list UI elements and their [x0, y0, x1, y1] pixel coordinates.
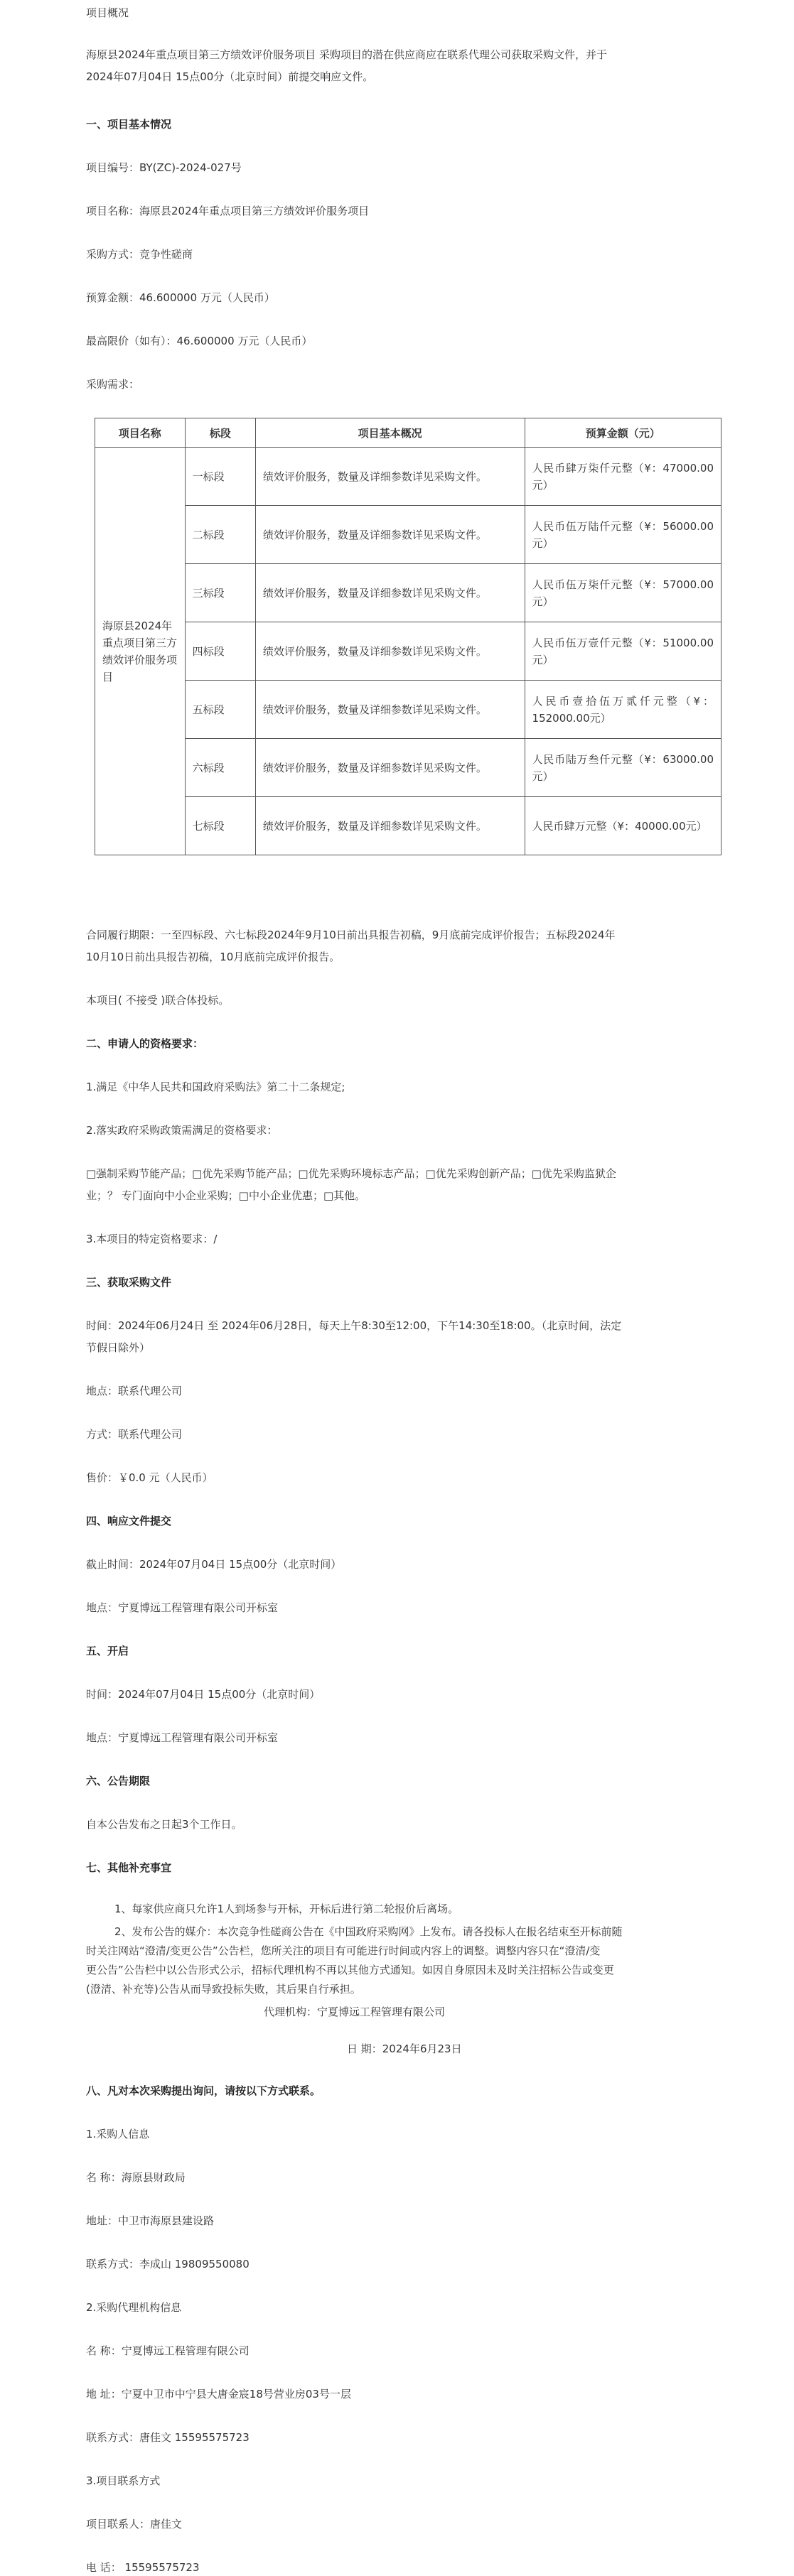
buyer-contact: 联系方式：李成山 19809550080: [86, 2258, 250, 2271]
signature-date: 日 期：2024年6月23日: [347, 2042, 462, 2055]
section-4-heading: 四、响应文件提交: [86, 1515, 172, 1527]
section-2-heading: 二、申请人的资格要求：: [86, 1037, 204, 1050]
max-price: 最高限价（如有）：46.600000 万元（人民币）: [86, 335, 313, 347]
overview-line-1: 海原县2024年重点项目第三方绩效评价服务项目 采购项目的潜在供应商应在联系代理公司获取采购文件，并于: [86, 48, 607, 61]
cell-description: 绩效评价服务，数量及详细参数详见采购文件。: [255, 739, 525, 797]
project-name: 项目名称：海原县2024年重点项目第三方绩效评价服务项目: [86, 205, 370, 217]
agency-name: 名 称：宁夏博远工程管理有限公司: [86, 2344, 250, 2357]
table-header-row: [95, 418, 721, 448]
section-7-heading: 七、其他补充事宜: [86, 1861, 172, 1874]
cell-lot: 五标段: [185, 681, 255, 739]
acquire-time-line-1: 时间：2024年06月24日 至 2024年06月28日，每天上午8:30至12:00，下午14:30至18:00。（北京时间，法定: [86, 1319, 622, 1332]
requirements-label: 采购需求：: [86, 378, 140, 391]
section-5-heading: 五、开启: [86, 1645, 129, 1657]
project-contact-title: 3.项目联系方式: [86, 2474, 161, 2487]
notice-period: 自本公告发布之日起3个工作日。: [86, 1818, 242, 1831]
contract-period-line-1: 合同履行期限：一至四标段、六七标段2024年9月10日前出具报告初稿，9月底前完成评价报告；五标段2024年: [86, 929, 616, 941]
overview-title: 项目概况: [86, 6, 129, 19]
cell-amount: 人民币伍万柒仟元整（¥：57000.00元）: [525, 564, 721, 622]
cell-description: 绩效评价服务，数量及详细参数详见采购文件。: [255, 622, 525, 681]
cell-lot: 六标段: [185, 739, 255, 797]
acquire-method: 方式：联系代理公司: [86, 1428, 183, 1441]
table-row: [95, 739, 721, 797]
buyer-info-title: 1.采购人信息: [86, 2128, 150, 2141]
opening-time: 时间：2024年07月04日 15点00分（北京时间）: [86, 1688, 321, 1701]
contract-period-line-2: 10月10日前出具报告初稿，10月底前完成评价报告。: [86, 951, 340, 963]
policy-options-line-1: □强制采购节能产品；□优先采购节能产品；□优先采购环境标志产品；□优先采购创新产品；□优先采购监狱企: [86, 1167, 616, 1180]
header-budget: 预算金额（元）: [525, 418, 721, 448]
agency-signature: 代理机构：宁夏博远工程管理有限公司: [264, 2006, 446, 2018]
requirements-table: [95, 418, 721, 855]
acquire-place: 地点：联系代理公司: [86, 1385, 183, 1397]
cell-amount: 人民币肆万柒仟元整（¥：47000.00元）: [525, 448, 721, 506]
supplement-item-2-line-1: 2、发布公告的媒介：本次竞争性磋商公告在《中国政府采购网》上发布。请各投标人在报名结束至开标前随: [114, 1925, 623, 1938]
acquire-price: 售价：￥0.0 元（人民币）: [86, 1471, 213, 1484]
agency-contact: 联系方式：唐佳文 15595575723: [86, 2431, 250, 2444]
overview-line-2: 2024年07月04日 15点00分（北京时间）前提交响应文件。: [86, 70, 374, 83]
cell-description: 绩效评价服务，数量及详细参数详见采购文件。: [255, 448, 525, 506]
section-1-heading: 一、项目基本情况: [86, 118, 172, 131]
cell-project-name: 海原县2024年重点项目第三方绩效评价服务项目: [95, 448, 186, 855]
qualification-item-3: 3.本项目的特定资格要求：/: [86, 1233, 218, 1245]
supplement-item-1: 1、每家供应商只允许1人到场参与开标，开标后进行第二轮报价后离场。: [114, 1903, 459, 1915]
cell-description: 绩效评价服务，数量及详细参数详见采购文件。: [255, 564, 525, 622]
cell-lot: 三标段: [185, 564, 255, 622]
supplement-item-2-line-3: 更公告”公告栏中以公告形式公示，招标代理机构不再以其他方式通知。如因自身原因未及时关注招标公告或变更: [86, 1964, 614, 1976]
header-project-name: 项目名称: [95, 418, 186, 448]
table-row: [95, 681, 721, 739]
cell-description: 绩效评价服务，数量及详细参数详见采购文件。: [255, 797, 525, 855]
project-contact-person: 项目联系人：唐佳文: [86, 2518, 183, 2531]
cell-description: 绩效评价服务，数量及详细参数详见采购文件。: [255, 681, 525, 739]
header-lot: 标段: [185, 418, 255, 448]
table-row: [95, 448, 721, 506]
header-description: 项目基本概况: [255, 418, 525, 448]
table-row: [95, 564, 721, 622]
cell-description: 绩效评价服务，数量及详细参数详见采购文件。: [255, 506, 525, 564]
qualification-item-1: 1.满足《中华人民共和国政府采购法》第二十二条规定;: [86, 1081, 345, 1093]
cell-amount: 人民币陆万叁仟元整（¥：63000.00元）: [525, 739, 721, 797]
submission-deadline: 截止时间：2024年07月04日 15点00分（北京时间）: [86, 1558, 342, 1571]
agency-info-title: 2.采购代理机构信息: [86, 2301, 182, 2314]
cell-lot: 二标段: [185, 506, 255, 564]
cell-amount: 人民币伍万陆仟元整（¥：56000.00元）: [525, 506, 721, 564]
cell-amount: 人民币伍万壹仟元整（¥：51000.00元）: [525, 622, 721, 681]
section-6-heading: 六、公告期限: [86, 1775, 151, 1787]
budget-amount: 预算金额：46.600000 万元（人民币）: [86, 291, 275, 304]
table-row: [95, 506, 721, 564]
consortium-note: 本项目( 不接受 )联合体投标。: [86, 994, 230, 1007]
supplement-item-2-line-4: (澄清、补充等)公告从而导致投标失败，其后果自行承担。: [86, 1983, 361, 1996]
acquire-time-line-2: 节假日除外）: [86, 1341, 151, 1354]
supplement-item-2-line-2: 时关注网站“澄清/变更公告”公告栏，您所关注的项目有可能进行时间或内容上的调整。调整内容只在“澄清/变: [86, 1944, 601, 1957]
policy-options-line-2: 业；？ 专门面向中小企业采购；□中小企业优惠；□其他。: [86, 1189, 366, 1202]
table-row: [95, 797, 721, 855]
section-8-heading: 八、凡对本次采购提出询问，请按以下方式联系。: [86, 2084, 321, 2097]
cell-lot: 一标段: [185, 448, 255, 506]
agency-address: 地 址：宁夏中卫市中宁县大唐金宸18号营业房03号一层: [86, 2388, 351, 2401]
project-contact-phone: 电 话： 15595575723: [86, 2561, 200, 2574]
table-row: [95, 622, 721, 681]
submission-place: 地点：宁夏博远工程管理有限公司开标室: [86, 1601, 279, 1614]
buyer-address: 地址：中卫市海原县建设路: [86, 2214, 215, 2227]
cell-lot: 四标段: [185, 622, 255, 681]
qualification-item-2: 2.落实政府采购政策需满足的资格要求：: [86, 1124, 278, 1137]
cell-lot: 七标段: [185, 797, 255, 855]
project-number: 项目编号：BY(ZC)-2024-027号: [86, 161, 242, 174]
section-3-heading: 三、获取采购文件: [86, 1276, 172, 1289]
opening-place: 地点：宁夏博远工程管理有限公司开标室: [86, 1731, 279, 1744]
buyer-name: 名 称：海原县财政局: [86, 2171, 186, 2184]
procurement-method: 采购方式：竞争性磋商: [86, 248, 193, 261]
cell-amount: 人民币壹拾伍万贰仟元整（¥：152000.00元）: [525, 681, 721, 739]
cell-amount: 人民币肆万元整（¥：40000.00元）: [525, 797, 721, 855]
